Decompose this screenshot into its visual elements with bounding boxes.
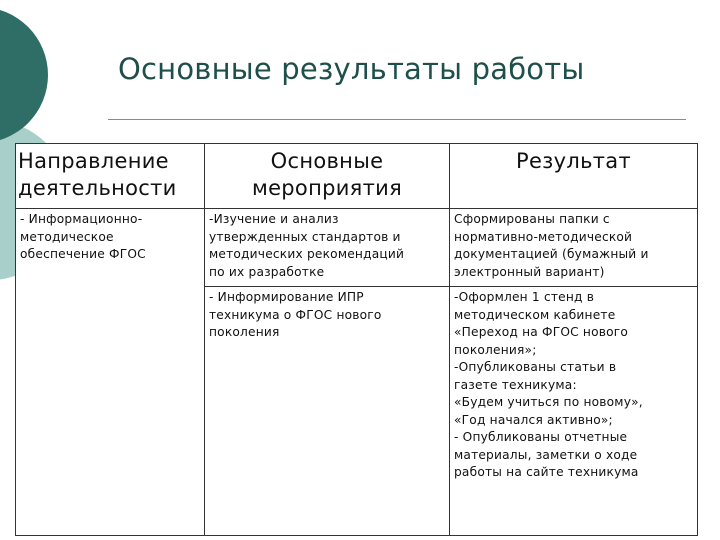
header-activities bbox=[205, 144, 450, 209]
header-result bbox=[450, 144, 698, 209]
cell-direction bbox=[16, 209, 205, 536]
cell-text: методическое bbox=[20, 229, 114, 244]
cell-text: «Будем учиться по новому», bbox=[454, 395, 643, 409]
cell-text: - Информационно- bbox=[20, 212, 143, 226]
cell-text: нормативно-методической bbox=[454, 229, 633, 244]
dark-circle-shape bbox=[0, 7, 48, 143]
cell-text: обеспечение ФГОС bbox=[20, 247, 146, 261]
cell-text: электронный вариант) bbox=[454, 264, 605, 279]
cell-text: утвержденных стандартов и bbox=[209, 229, 401, 244]
cell-text: методическом кабинете bbox=[454, 307, 616, 322]
header-direction bbox=[16, 144, 205, 209]
header-text: мероприятия bbox=[251, 176, 403, 200]
cell-text: -Опубликованы статьи в bbox=[454, 360, 617, 374]
cell-activity bbox=[205, 287, 450, 536]
header-text: деятельности bbox=[18, 176, 177, 200]
cell-text: «Переход на ФГОС нового bbox=[454, 325, 629, 339]
cell-text: поколения bbox=[209, 325, 280, 339]
cell-text: «Год начался активно»; bbox=[454, 412, 613, 427]
cell-text: -Оформлен 1 стенд в bbox=[454, 290, 595, 304]
cell-text: работы на сайте техникума bbox=[454, 465, 639, 479]
cell-text: - Информирование ИПР bbox=[209, 290, 364, 304]
cell-text: поколения»; bbox=[454, 342, 537, 357]
title-divider bbox=[108, 119, 686, 120]
header-text: Направление bbox=[18, 149, 169, 173]
cell-text: по их разработке bbox=[209, 264, 325, 279]
header-text: Основные bbox=[270, 149, 384, 173]
cell-result bbox=[450, 209, 698, 287]
cell-text: - Опубликованы отчетные bbox=[454, 430, 628, 444]
page-title: Основные результаты работы bbox=[118, 52, 585, 86]
table-header-row bbox=[16, 144, 698, 209]
results-table bbox=[15, 143, 698, 536]
cell-text: документацией (бумажный и bbox=[454, 247, 649, 261]
cell-text: техникума о ФГОС нового bbox=[209, 307, 382, 322]
cell-activity bbox=[205, 209, 450, 287]
cell-text: материалы, заметки о ходе bbox=[454, 447, 638, 462]
cell-text: -Изучение и анализ bbox=[209, 212, 339, 226]
cell-result bbox=[450, 287, 698, 536]
table-row bbox=[16, 209, 698, 287]
cell-text: Сформированы папки с bbox=[454, 212, 610, 226]
cell-text: методических рекомендаций bbox=[209, 247, 405, 261]
header-text: Результат bbox=[515, 149, 631, 173]
cell-text: газете техникума: bbox=[454, 377, 577, 392]
